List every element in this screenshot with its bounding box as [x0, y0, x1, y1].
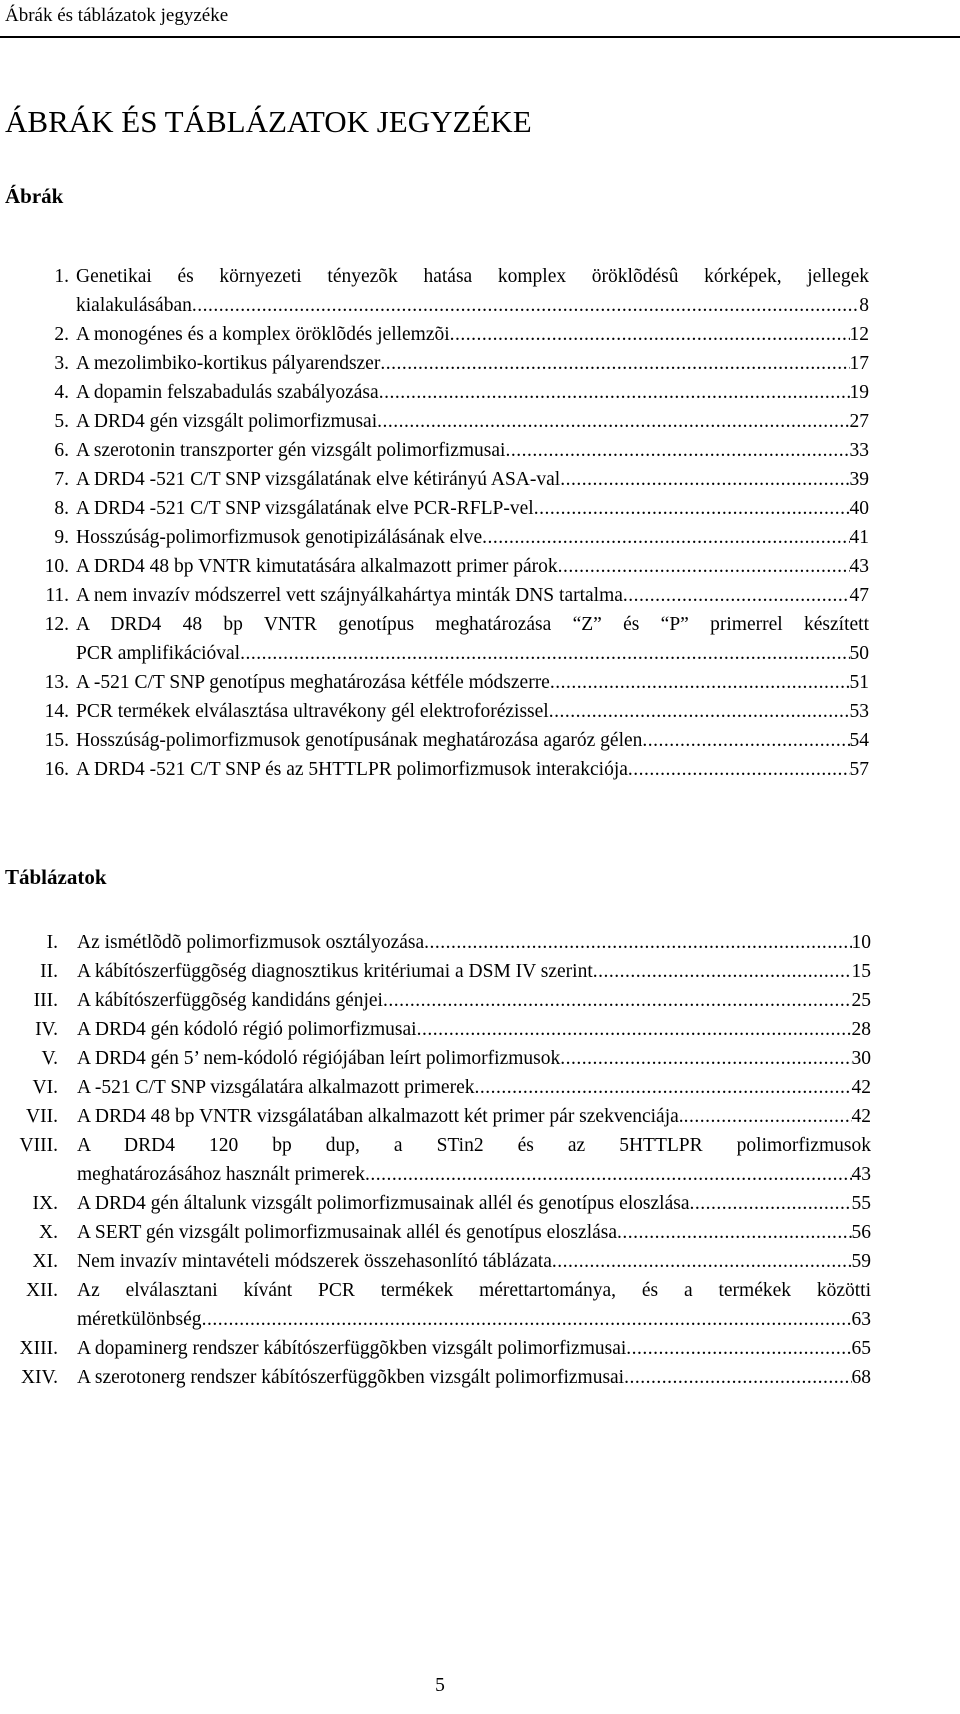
figure-entry-title-row — [76, 320, 869, 349]
figure-entry[interactable] — [0, 465, 960, 494]
table-entry-title: A szerotonerg rendszer kábítószerfüggõkben vizsgált polimorfizmusai — [77, 1367, 625, 1388]
figure-entry[interactable] — [0, 552, 960, 581]
dot-leader — [377, 407, 849, 436]
page-title: ÁBRÁK ÉS TÁBLÁZATOK JEGYZÉKE — [5, 104, 532, 139]
figure-entry-title-row — [76, 552, 869, 581]
table-entry-number: V. — [41, 1048, 58, 1069]
table-entry-page-number: 55 — [851, 1193, 871, 1214]
figure-entry-title: A DRD4 48 bp VNTR kimutatására alkalmazott primer párok — [76, 556, 558, 577]
table-entry-page-number: 56 — [851, 1222, 871, 1243]
figure-entry-title-row — [76, 407, 869, 436]
figure-entry-title: PCR termékek elválasztása ultravékony gél elektroforézissel — [76, 701, 549, 722]
figure-entry[interactable] — [0, 262, 960, 320]
figure-entry-number: 1. — [54, 266, 69, 287]
figure-entry[interactable] — [0, 610, 960, 668]
table-entry-title-line: Az elválasztani kívánt PCR termékek mérettartománya, és a termékek közötti — [77, 1280, 871, 1301]
table-entry-title-row — [77, 1102, 871, 1131]
figure-entry-page-number: 17 — [849, 353, 869, 374]
figure-entry[interactable] — [0, 581, 960, 610]
table-entry-number: II. — [40, 961, 58, 982]
figure-entry-title: A dopamin felszabadulás szabályozása — [76, 382, 379, 403]
figure-entry[interactable] — [0, 320, 960, 349]
figure-entry-page-number: 57 — [849, 759, 869, 780]
table-entry-text — [77, 1218, 871, 1247]
table-entry[interactable] — [0, 1334, 960, 1363]
figure-entry-page-number: 51 — [849, 672, 869, 693]
table-entry-number: VII. — [26, 1106, 58, 1127]
table-entry-text — [77, 1363, 871, 1392]
figure-entry-page-number: 8 — [859, 295, 869, 316]
figure-entry-page-number: 54 — [849, 730, 869, 751]
dot-leader — [617, 1218, 851, 1247]
figure-entry[interactable] — [0, 407, 960, 436]
figure-entry-title-row — [76, 523, 869, 552]
table-entry-title: Nem invazív mintavételi módszerek összehasonlító táblázata — [77, 1251, 552, 1272]
dot-leader — [560, 1044, 851, 1073]
figure-entry-page-number: 27 — [849, 411, 869, 432]
dot-leader — [558, 552, 850, 581]
table-entry-page-number: 30 — [851, 1048, 871, 1069]
table-entry-page-number: 68 — [851, 1367, 871, 1388]
table-entry-page-number: 63 — [851, 1309, 871, 1330]
figure-entry-text — [76, 262, 869, 320]
table-entry[interactable] — [0, 986, 960, 1015]
figure-entry-text — [76, 668, 869, 697]
table-entry-title: A DRD4 gén általunk vizsgált polimorfizmusainak allél és genotípus eloszlása — [77, 1193, 690, 1214]
figure-entry-page-number: 43 — [849, 556, 869, 577]
figure-entry-number: 14. — [44, 701, 69, 722]
table-entry-title: A dopaminerg rendszer kábítószerfüggõkben vizsgált polimorfizmusai — [77, 1338, 627, 1359]
figure-entry-number: 8. — [54, 498, 69, 519]
dot-leader — [626, 1334, 851, 1363]
table-entry-text — [77, 1015, 871, 1044]
table-entry-title: méretkülönbség — [77, 1309, 202, 1330]
dot-leader — [623, 581, 850, 610]
table-entry-title: A kábítószerfüggõség kandidáns génjei — [77, 990, 383, 1011]
table-entry-page-number: 59 — [851, 1251, 871, 1272]
figure-entry-number: 3. — [54, 353, 69, 374]
figure-entry[interactable] — [0, 494, 960, 523]
dot-leader — [450, 320, 850, 349]
figure-entry-page-number: 39 — [849, 469, 869, 490]
dot-leader — [549, 697, 850, 726]
figure-entry-number: 5. — [54, 411, 69, 432]
header-rule — [0, 36, 960, 38]
table-entry[interactable] — [0, 1073, 960, 1102]
table-entry-text — [77, 928, 871, 957]
dot-leader — [534, 494, 850, 523]
table-entry-title-row — [77, 1160, 871, 1189]
dot-leader — [379, 378, 850, 407]
figure-entry-title: A mezolimbiko-kortikus pályarendszer — [76, 353, 381, 374]
figure-entry[interactable] — [0, 697, 960, 726]
table-entry-title-row — [77, 1247, 871, 1276]
figure-entry-text — [76, 552, 869, 581]
figure-entry-title-line: Genetikai és környezeti tényezõk hatása komplex öröklõdésû kórképek, jellegek — [76, 266, 869, 287]
table-entry[interactable] — [0, 928, 960, 957]
figure-entry[interactable] — [0, 349, 960, 378]
dot-leader — [628, 755, 850, 784]
table-entry[interactable] — [0, 1044, 960, 1073]
figure-entry-title-row — [76, 291, 869, 320]
dot-leader — [560, 465, 849, 494]
table-entry-text — [77, 1131, 871, 1189]
figure-entry[interactable] — [0, 755, 960, 784]
figure-entry-title-row — [76, 349, 869, 378]
table-entry[interactable] — [0, 1247, 960, 1276]
dot-leader — [240, 639, 849, 668]
figure-entry-title-row — [76, 755, 869, 784]
table-entry-number: XII. — [26, 1280, 58, 1301]
figure-entry-text — [76, 697, 869, 726]
table-entry-page-number: 15 — [851, 961, 871, 982]
dot-leader — [424, 928, 851, 957]
figure-entry-number: 4. — [54, 382, 69, 403]
table-entry-title: A SERT gén vizsgált polimorfizmusainak allél és genotípus eloszlása — [77, 1222, 618, 1243]
table-entry-number: VI. — [32, 1077, 58, 1098]
figure-entry-title-row — [76, 581, 869, 610]
table-entry-text — [77, 1276, 871, 1334]
figure-entry-title: PCR amplifikációval — [76, 643, 241, 664]
figure-entry-title: A DRD4 -521 C/T SNP és az 5HTTLPR polimorfizmusok interakciója — [76, 759, 628, 780]
table-entry-title-row — [77, 928, 871, 957]
figure-entry-text — [76, 523, 869, 552]
dot-leader — [624, 1363, 851, 1392]
figure-entry-text — [76, 320, 869, 349]
table-entry-title-row — [77, 1015, 871, 1044]
figure-entry-page-number: 12 — [849, 324, 869, 345]
table-entry-text — [77, 1073, 871, 1102]
figure-entry-number: 12. — [44, 614, 69, 635]
table-entry-page-number: 65 — [851, 1338, 871, 1359]
figure-entry-page-number: 19 — [849, 382, 869, 403]
table-entry-number: XI. — [32, 1251, 58, 1272]
figures-list — [0, 262, 960, 784]
dot-leader — [552, 1247, 852, 1276]
figure-entry-title-row — [76, 378, 869, 407]
table-entry-title: A DRD4 48 bp VNTR vizsgálatában alkalmazott két primer pár szekvenciája. — [77, 1106, 684, 1127]
figure-entry-text — [76, 494, 869, 523]
figure-entry-number: 6. — [54, 440, 69, 461]
table-entry-page-number: 28 — [851, 1019, 871, 1040]
table-entry-title-row — [77, 1363, 871, 1392]
table-entry-number: IV. — [35, 1019, 58, 1040]
table-entry-title-row — [77, 1044, 871, 1073]
dot-leader — [505, 436, 849, 465]
table-entry-number: III. — [33, 990, 58, 1011]
figure-entry-title: A DRD4 -521 C/T SNP vizsgálatának elve PCR-RFLP-vel — [76, 498, 534, 519]
figure-entry-title-row — [76, 726, 869, 755]
table-entry-text — [77, 957, 871, 986]
table-entry[interactable] — [0, 1363, 960, 1392]
table-entry[interactable] — [0, 957, 960, 986]
figure-entry[interactable] — [0, 668, 960, 697]
figure-entry-title: A szerotonin transzporter gén vizsgált polimorfizmusai — [76, 440, 506, 461]
figure-entry-title: A -521 C/T SNP genotípus meghatározása kétféle módszerre — [76, 672, 550, 693]
figure-entry-text — [76, 407, 869, 436]
table-entry[interactable] — [0, 1131, 960, 1189]
table-entry-page-number: 42 — [851, 1106, 871, 1127]
table-entry-title: A -521 C/T SNP vizsgálatára alkalmazott primerek — [77, 1077, 475, 1098]
figure-entry-number: 11. — [45, 585, 69, 606]
table-entry-text — [77, 1247, 871, 1276]
dot-leader — [550, 668, 850, 697]
dot-leader — [593, 957, 852, 986]
figure-entry[interactable] — [0, 378, 960, 407]
page-number: 5 — [435, 1675, 445, 1696]
figure-entry-number: 16. — [44, 759, 69, 780]
table-entry-title-row — [77, 1218, 871, 1247]
figure-entry-title: A DRD4 gén vizsgált polimorfizmusai — [76, 411, 378, 432]
figure-entry-title-row — [76, 668, 869, 697]
table-entry[interactable] — [0, 1218, 960, 1247]
figure-entry[interactable] — [0, 436, 960, 465]
table-entry-text — [77, 986, 871, 1015]
dot-leader — [482, 523, 849, 552]
figure-entry-text — [76, 465, 869, 494]
table-entry-title-row — [77, 1189, 871, 1218]
table-entry-title-row — [77, 986, 871, 1015]
figure-entry-title: Hosszúság-polimorfizmusok genotípusának meghatározása agaróz gélen — [76, 730, 643, 751]
figure-entry-number: 13. — [44, 672, 69, 693]
figure-entry-page-number: 41 — [849, 527, 869, 548]
table-entry-number: IX. — [32, 1193, 58, 1214]
figure-entry-page-number: 47 — [849, 585, 869, 606]
table-entry-number: X. — [39, 1222, 58, 1243]
table-entry-page-number: 43 — [851, 1164, 871, 1185]
dot-leader — [365, 1160, 851, 1189]
table-entry-title: A DRD4 gén kódoló régió polimorfizmusai — [77, 1019, 417, 1040]
table-entry-title: Az ismétlõdõ polimorfizmusok osztályozása — [77, 932, 425, 953]
table-entry-title-row — [77, 1305, 871, 1334]
table-entry[interactable] — [0, 1015, 960, 1044]
table-entry[interactable] — [0, 1102, 960, 1131]
figure-entry-page-number: 50 — [849, 643, 869, 664]
figure-entry-title: A DRD4 -521 C/T SNP vizsgálatának elve kétirányú ASA-val — [76, 469, 561, 490]
table-entry-title-row — [77, 1334, 871, 1363]
figure-entry-text — [76, 726, 869, 755]
table-entry-text — [77, 1334, 871, 1363]
figure-entry-title-row — [76, 697, 869, 726]
figure-entry-text — [76, 610, 869, 668]
dot-leader — [380, 349, 849, 378]
figure-entry-page-number: 33 — [849, 440, 869, 461]
table-entry-title-line: A DRD4 120 bp dup, a STin2 és az 5HTTLPR polimorfizmusok — [77, 1135, 871, 1156]
figure-entry-page-number: 53 — [849, 701, 869, 722]
table-entry-number: I. — [46, 932, 58, 953]
table-entry-page-number: 42 — [851, 1077, 871, 1098]
figure-entry-title: A nem invazív módszerrel vett szájnyálkahártya minták DNS tartalma — [76, 585, 623, 606]
table-entry-title: A kábítószerfüggõség diagnosztikus kritériumai a DSM IV szerint — [77, 961, 593, 982]
figure-entry-text — [76, 349, 869, 378]
figure-entry-title-row — [76, 494, 869, 523]
figure-entry-number: 10. — [44, 556, 69, 577]
table-entry-title: meghatározásához használt primerek — [77, 1164, 366, 1185]
figure-entry-title: A monogénes és a komplex öröklõdés jellemzõi — [76, 324, 450, 345]
dot-leader — [474, 1073, 851, 1102]
figure-entry[interactable] — [0, 523, 960, 552]
tables-list — [0, 928, 960, 1392]
table-entry-title-row — [77, 1073, 871, 1102]
dot-leader — [690, 1189, 852, 1218]
dot-leader — [417, 1015, 852, 1044]
table-entry[interactable] — [0, 1276, 960, 1334]
figure-entry-number: 7. — [54, 469, 69, 490]
figures-heading: Ábrák — [5, 184, 64, 208]
figure-entry-title-row — [76, 465, 869, 494]
table-entry-text — [77, 1189, 871, 1218]
figure-entry-title-row — [76, 639, 869, 668]
running-header: Ábrák és táblázatok jegyzéke — [5, 5, 229, 26]
dot-leader — [642, 726, 849, 755]
dot-leader — [684, 1102, 852, 1131]
table-entry-title-row — [77, 957, 871, 986]
figure-entry-text — [76, 581, 869, 610]
table-entry-text — [77, 1044, 871, 1073]
page-footer — [0, 1673, 960, 1699]
figure-entry-text — [76, 436, 869, 465]
figure-entry-text — [76, 378, 869, 407]
table-entry-title: A DRD4 gén 5’ nem-kódoló régiójában leírt polimorfizmusok — [77, 1048, 561, 1069]
dot-leader — [383, 986, 852, 1015]
figure-entry-page-number: 40 — [849, 498, 869, 519]
table-entry-page-number: 25 — [851, 990, 871, 1011]
table-entry-number: VIII. — [19, 1135, 58, 1156]
figure-entry-title-line: A DRD4 48 bp VNTR genotípus meghatározása “Z” és “P” primerrel készített — [76, 614, 869, 635]
figure-entry-number: 2. — [54, 324, 69, 345]
figure-entry-text — [76, 755, 869, 784]
tables-heading: Táblázatok — [5, 865, 107, 889]
table-entry-number: XIII. — [19, 1338, 58, 1359]
dot-leader — [202, 1305, 852, 1334]
figure-entry-title: kialakulásában — [76, 295, 192, 316]
table-entry-page-number: 10 — [851, 932, 871, 953]
dot-leader — [192, 291, 859, 320]
table-entry[interactable] — [0, 1189, 960, 1218]
figure-entry-title: Hosszúság-polimorfizmusok genotipizálásának elve — [76, 527, 483, 548]
table-entry-number: XIV. — [20, 1367, 58, 1388]
table-entry-text — [77, 1102, 871, 1131]
figure-entry[interactable] — [0, 726, 960, 755]
figure-entry-number: 15. — [44, 730, 69, 751]
figure-entry-title-row — [76, 436, 869, 465]
figure-entry-number: 9. — [54, 527, 69, 548]
